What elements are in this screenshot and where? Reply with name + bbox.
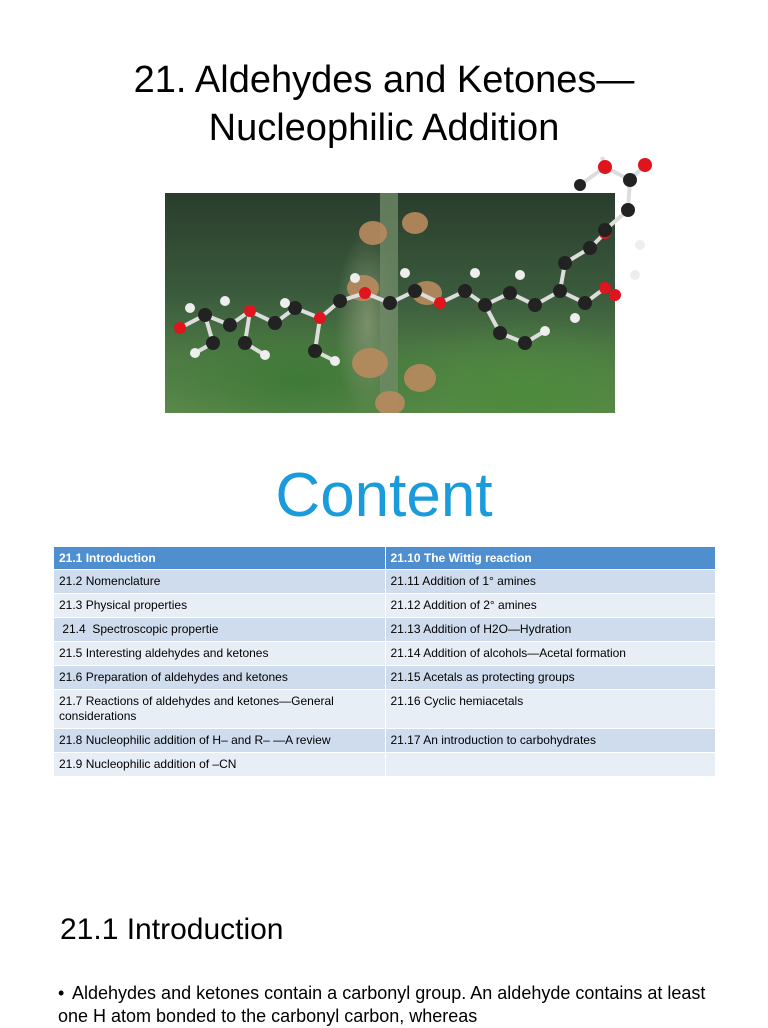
table-row (54, 570, 715, 594)
table-cell: 21.9 Nucleophilic addition of –CN (54, 753, 385, 777)
table-cell: 21.13 Addition of H2O—Hydration (385, 618, 715, 642)
slide-title-line1: 21. Aldehydes and Ketones— (133, 59, 635, 101)
table-cell: 21.6 Preparation of aldehydes and ketones (54, 666, 385, 690)
table-row (54, 642, 715, 666)
slide-title-line2: Nucleophilic Addition (208, 107, 560, 149)
molecule-icon (165, 193, 615, 413)
table-of-contents (54, 547, 716, 777)
table-row (54, 618, 715, 642)
table-header-row (54, 547, 715, 570)
table-cell: 21.11 Addition of 1° amines (385, 570, 715, 594)
bullet-text: Aldehydes and ketones contain a carbonyl group. An aldehyde contains at least one H atom bonded to the carbonyl carbon, whereas (58, 983, 706, 1026)
table-cell: 21.14 Addition of alcohols—Acetal formation (385, 642, 715, 666)
table-cell: 21.8 Nucleophilic addition of H– and R– —A review (54, 729, 385, 753)
table-cell: 21.2 Nomenclature (54, 570, 385, 594)
slide-title (0, 56, 768, 152)
table-cell: 21.3 Physical properties (54, 594, 385, 618)
table-row (54, 666, 715, 690)
table-row (54, 594, 715, 618)
table-row (54, 690, 715, 729)
table-cell: 21.17 An introduction to carbohydrates (385, 729, 715, 753)
table-cell: 21.15 Acetals as protecting groups (385, 666, 715, 690)
molecule-top-right-icon (560, 155, 670, 305)
table-cell (385, 753, 715, 777)
table-cell: 21.16 Cyclic hemiacetals (385, 690, 715, 729)
table-cell: 21.7 Reactions of aldehydes and ketones—General considerations (54, 690, 385, 729)
table-row (54, 729, 715, 753)
table-cell: 21.5 Interesting aldehydes and ketones (54, 642, 385, 666)
bullet-marker: • (58, 983, 65, 1003)
table-header-cell: 21.1 Introduction (54, 547, 385, 570)
table-cell: 21.4 Spectroscopic propertie (54, 618, 385, 642)
molecule-plant-image (165, 193, 615, 413)
table-header-cell: 21.10 The Wittig reaction (385, 547, 715, 570)
table-cell: 21.12 Addition of 2° amines (385, 594, 715, 618)
table-row (54, 753, 715, 777)
section-heading: 21.1 Introduction (60, 913, 284, 946)
content-heading: Content (275, 461, 493, 530)
bullet-item (58, 982, 738, 1028)
